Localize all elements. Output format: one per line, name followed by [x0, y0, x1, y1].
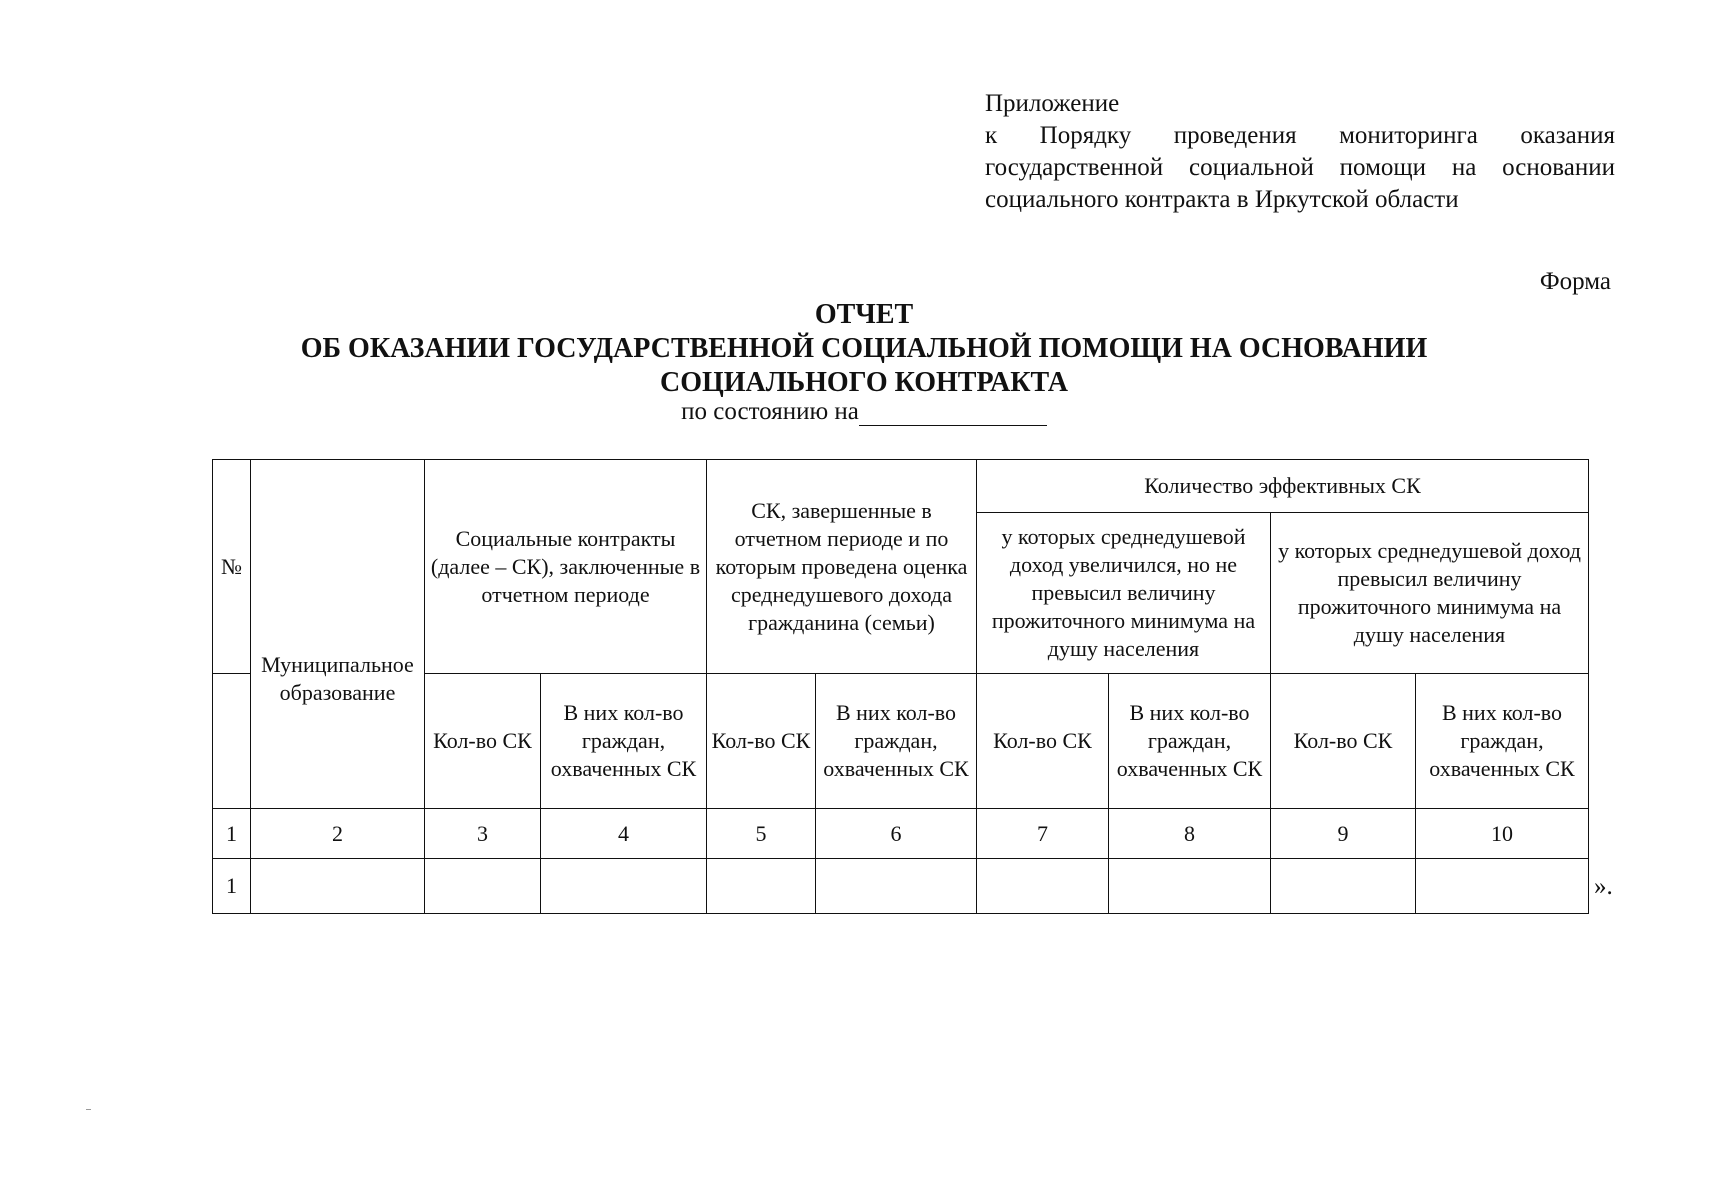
appendix-block [985, 88, 1615, 216]
header-effective-increased: у которых среднедушевой доход увеличился, но не превысил величину прожиточного минимума на душу населения [977, 513, 1271, 674]
data-cell [816, 859, 977, 914]
data-cell [251, 859, 425, 914]
header-effective-contracts: Количество эффективных СК [977, 460, 1589, 513]
header-municipality: Муниципальное образование [251, 460, 425, 809]
report-title-line: СОЦИАЛЬНОГО КОНТРАКТА [660, 367, 1068, 398]
appendix-line: государственной социальной помощи на основании [985, 154, 1615, 181]
as-of-line [0, 398, 1728, 426]
header-blank-cell [213, 674, 251, 809]
header-number: № [213, 460, 251, 674]
data-cell [1109, 859, 1271, 914]
subheader-citizens: В них кол-во граждан, охваченных СК [1109, 674, 1271, 809]
column-number-cell: 10 [1416, 809, 1589, 859]
appendix-line: к Порядку проведения мониторинга оказания [985, 122, 1615, 149]
row-number-cell: 1 [213, 859, 251, 914]
report-title-line: ОБ ОКАЗАНИИ ГОСУДАРСТВЕННОЙ СОЦИАЛЬНОЙ ПОМОЩИ НА ОСНОВАНИИ [300, 333, 1428, 364]
column-number-cell: 4 [541, 809, 707, 859]
header-concluded-contracts: Социальные контракты (далее – СК), заключенные в отчетном периоде [425, 460, 707, 674]
subheader-count: Кол-во СК [707, 674, 816, 809]
column-number-cell: 1 [213, 809, 251, 859]
data-cell [977, 859, 1109, 914]
appendix-title: Приложение [985, 90, 1120, 117]
subheader-count: Кол-во СК [977, 674, 1109, 809]
report-table [212, 459, 1589, 914]
data-cell [541, 859, 707, 914]
data-cell [425, 859, 541, 914]
as-of-label: по состоянию на [681, 398, 859, 425]
subheader-citizens: В них кол-во граждан, охваченных СК [1416, 674, 1589, 809]
column-number-cell: 2 [251, 809, 425, 859]
column-number-cell: 6 [816, 809, 977, 859]
data-cell [1416, 859, 1589, 914]
column-number-cell: 5 [707, 809, 816, 859]
as-of-date-blank [859, 401, 1047, 426]
subheader-count: Кол-во СК [425, 674, 541, 809]
report-title-line: ОТЧЕТ [814, 299, 914, 330]
column-number-cell: 8 [1109, 809, 1271, 859]
closing-quote-mark: ». [1594, 873, 1613, 900]
data-cell [1271, 859, 1416, 914]
scan-mark [86, 1109, 91, 1110]
header-effective-exceeded: у которых среднедушевой доход превысил величину прожиточного минимума на душу населения [1271, 513, 1589, 674]
column-number-cell: 9 [1271, 809, 1416, 859]
form-label: Форма [1539, 268, 1611, 295]
column-number-cell: 3 [425, 809, 541, 859]
header-completed-contracts: СК, завершенные в отчетном периоде и по которым проведена оценка среднедушевого дохода гражданина (семьи) [707, 460, 977, 674]
report-title [0, 298, 1728, 400]
subheader-count: Кол-во СК [1271, 674, 1416, 809]
subheader-citizens: В них кол-во граждан, охваченных СК [816, 674, 977, 809]
appendix-line: социального контракта в Иркутской области [985, 186, 1459, 213]
data-cell [707, 859, 816, 914]
subheader-citizens: В них кол-во граждан, охваченных СК [541, 674, 707, 809]
column-number-cell: 7 [977, 809, 1109, 859]
